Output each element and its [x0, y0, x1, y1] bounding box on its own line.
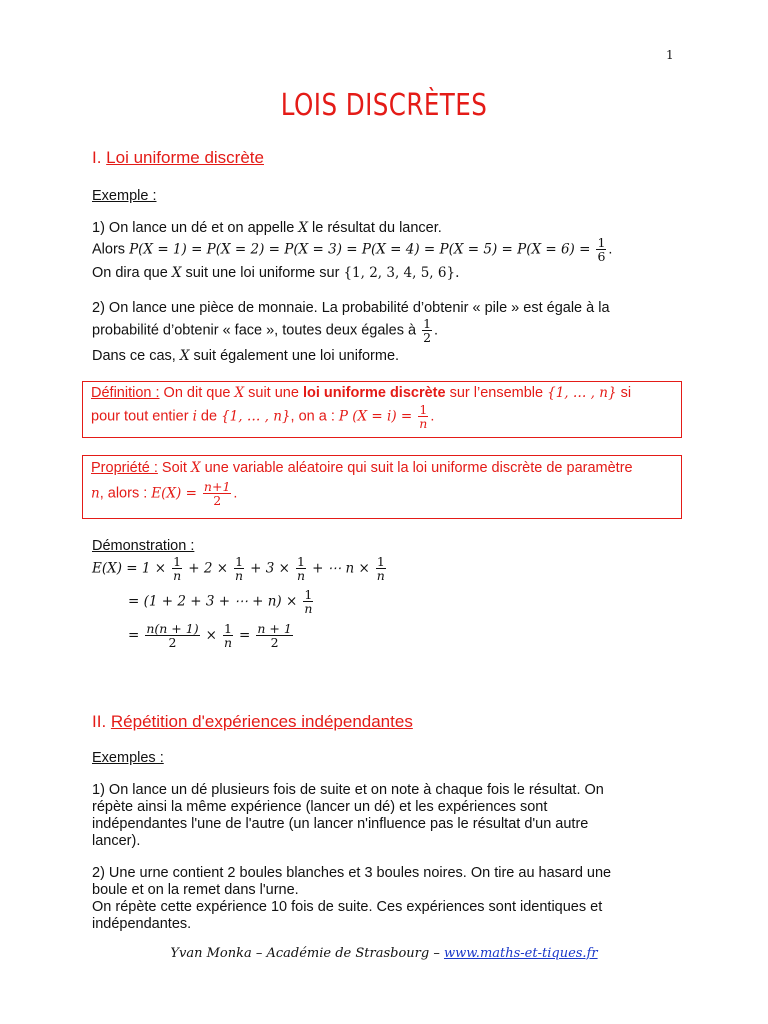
- math: + ⋯ n ×: [312, 560, 370, 577]
- section-2-heading: [92, 712, 413, 732]
- math-x: X: [179, 348, 190, 364]
- page-title: LOIS DISCRÈTES: [280, 88, 488, 123]
- text: , on a :: [290, 408, 339, 425]
- math-set: {1, … , n}: [547, 385, 617, 401]
- example-2-line-1: 2) On lance une pièce de monnaie. La probabilité d’obtenir « pile » est égale à la: [92, 300, 610, 316]
- section-1-number: I.: [92, 148, 107, 167]
- demonstration-line-3: [128, 622, 295, 649]
- definition-label: Définition :: [91, 385, 160, 401]
- numerator: 1: [297, 554, 305, 569]
- math-x: X: [234, 385, 245, 401]
- text: si: [616, 385, 632, 401]
- example-1-line-3: [92, 265, 459, 281]
- text: Alors: [92, 241, 130, 258]
- demonstration-line-1: [92, 555, 388, 582]
- math-x: X: [298, 220, 308, 236]
- property-box: [82, 455, 682, 519]
- text: suit une: [244, 385, 303, 401]
- example-2-line-3: [92, 348, 399, 364]
- math-n: n: [91, 485, 100, 502]
- denominator: n: [304, 601, 313, 617]
- math-x: X: [190, 460, 201, 476]
- text: On dira que: [92, 265, 172, 281]
- math-i: i: [192, 408, 197, 425]
- math: + 2 ×: [188, 560, 229, 577]
- text: sur l’ensemble: [445, 385, 548, 401]
- numerator: n+1: [203, 479, 231, 494]
- denominator: 2: [213, 493, 222, 509]
- numerator: 1: [376, 554, 385, 569]
- denominator: 2: [270, 635, 279, 651]
- text: le résultat du lancer.: [308, 220, 442, 236]
- definition-box: [82, 381, 682, 438]
- numerator: 1: [419, 402, 428, 417]
- denominator: n: [296, 568, 306, 584]
- text-line: boule et on la remet dans l'urne.: [92, 882, 299, 898]
- demonstration-line-2: [128, 588, 315, 615]
- math: =: [239, 627, 251, 644]
- math-x: X: [171, 265, 182, 281]
- denominator: n: [223, 635, 233, 651]
- math: = (1 + 2 + 3 + ⋯ + n) ×: [128, 593, 298, 610]
- definition-line-2: pour tout entier i de {1, … , n}, on a : P (X = i) = $\frac{1}{n}$ .: [91, 402, 435, 432]
- text-line: 2) Une urne contient 2 boules blanches et 3 boules noires. On tire au hasard une: [92, 865, 612, 881]
- definition-term: loi uniforme discrète: [302, 385, 446, 401]
- denominator: n: [376, 568, 385, 584]
- probability-equation: P(X = 1) = P(X = 2) = P(X = 3) = P(X = 4) = P(X = 5) = P(X = 6) =: [129, 241, 591, 258]
- fraction: [296, 555, 306, 582]
- math-set: {1, 2, 3, 4, 5, 6}.: [343, 265, 460, 281]
- math: E(X) = 1 ×: [92, 560, 167, 577]
- example-label: Exemple :: [92, 188, 157, 204]
- numerator: n(n + 1): [146, 621, 199, 636]
- denominator: n: [173, 568, 182, 584]
- footer-link[interactable]: www.maths-et-tiques.fr: [443, 946, 598, 961]
- example-2-line-2: probabilité d’obtenir « face », toutes deux égales à $\frac{1}{2}$ .: [92, 316, 439, 346]
- math: + 3 ×: [250, 560, 290, 577]
- numerator: 1: [304, 587, 313, 602]
- text-line: indépendantes.: [92, 916, 192, 932]
- text: , alors :: [99, 485, 152, 502]
- property-line-2: n, alors : E(X) = $\frac{n+1}{2}$ .: [91, 479, 238, 509]
- text: Dans ce cas,: [92, 348, 180, 364]
- property-formula: E(X) =: [151, 485, 197, 502]
- numerator: 1: [423, 316, 432, 331]
- text-line: lancer).: [92, 833, 141, 849]
- section-2-number: II.: [92, 712, 111, 731]
- numerator: 1: [235, 554, 244, 569]
- denominator: 2: [168, 635, 177, 651]
- section-2-example-2: [92, 865, 611, 933]
- text-line: On répète cette expérience 10 fois de suite. Ces expériences sont identiques et: [92, 899, 603, 915]
- examples-label: Exemples :: [92, 750, 164, 766]
- text-line: répète ainsi la même expérience (lancer un dé) et les expériences sont: [92, 799, 548, 815]
- definition-line-1: [91, 385, 631, 401]
- math: =: [128, 627, 140, 644]
- text-line: 1) On lance un dé plusieurs fois de suite et on note à chaque fois le résultat. On: [92, 782, 604, 798]
- fraction: [303, 588, 313, 615]
- denominator: n: [419, 416, 428, 432]
- text: suit une loi uniforme sur: [181, 265, 344, 281]
- text: pour tout entier: [91, 408, 193, 425]
- section-1-title: Loi uniforme discrète: [106, 148, 264, 167]
- text: suit également une loi uniforme.: [189, 348, 400, 364]
- fraction-n-plus-1-over-2: [203, 480, 231, 507]
- fraction: [234, 555, 244, 582]
- fraction: [172, 555, 182, 582]
- numerator: 1: [597, 235, 606, 250]
- fraction-one-half: [422, 317, 432, 344]
- demonstration-label: Démonstration :: [92, 538, 195, 554]
- text-line: indépendantes l'une de l'autre (un lancer n'influence pas le résultat d'un autre: [92, 816, 589, 832]
- fraction: [256, 622, 292, 649]
- text: On dit que: [159, 385, 235, 401]
- text: de: [196, 408, 222, 425]
- definition-formula: P (X = i) =: [338, 408, 413, 425]
- denominator: 6: [597, 249, 606, 265]
- fraction: [223, 622, 233, 649]
- numerator: n + 1: [257, 621, 292, 636]
- section-2-title: Répétition d'expériences indépendantes: [110, 712, 413, 731]
- math-set: {1, … , n}: [221, 408, 291, 425]
- fraction: [376, 555, 386, 582]
- text: une variable aléatoire qui suit la loi uniforme discrète de paramètre: [200, 460, 633, 476]
- section-1-heading: [92, 148, 264, 168]
- text: 1) On lance un dé et on appelle: [92, 220, 299, 236]
- math: ×: [205, 627, 217, 644]
- fraction-one-sixth: [596, 236, 606, 263]
- example-1-line-1: [92, 220, 442, 236]
- text: Soit: [157, 460, 191, 476]
- numerator: 1: [173, 554, 182, 569]
- section-2-example-1: [92, 782, 604, 850]
- denominator: n: [235, 568, 244, 584]
- page-number: 1: [666, 48, 674, 62]
- text: probabilité d’obtenir « face », toutes deux égales à: [92, 322, 421, 339]
- fraction: [145, 622, 199, 649]
- footer-text: Yvan Monka – Académie de Strasbourg –: [170, 946, 444, 961]
- numerator: 1: [224, 621, 232, 636]
- property-label: Propriété :: [91, 460, 158, 476]
- example-1-line-2: Alors P(X = 1) = P(X = 2) = P(X = 3) = P(X = 4) = P(X = 5) = P(X = 6) = $\frac{1}{6}$ .: [92, 235, 613, 265]
- denominator: 2: [423, 330, 432, 346]
- fraction-one-over-n: [418, 403, 428, 430]
- property-line-1: [91, 460, 633, 476]
- footer: [0, 946, 768, 961]
